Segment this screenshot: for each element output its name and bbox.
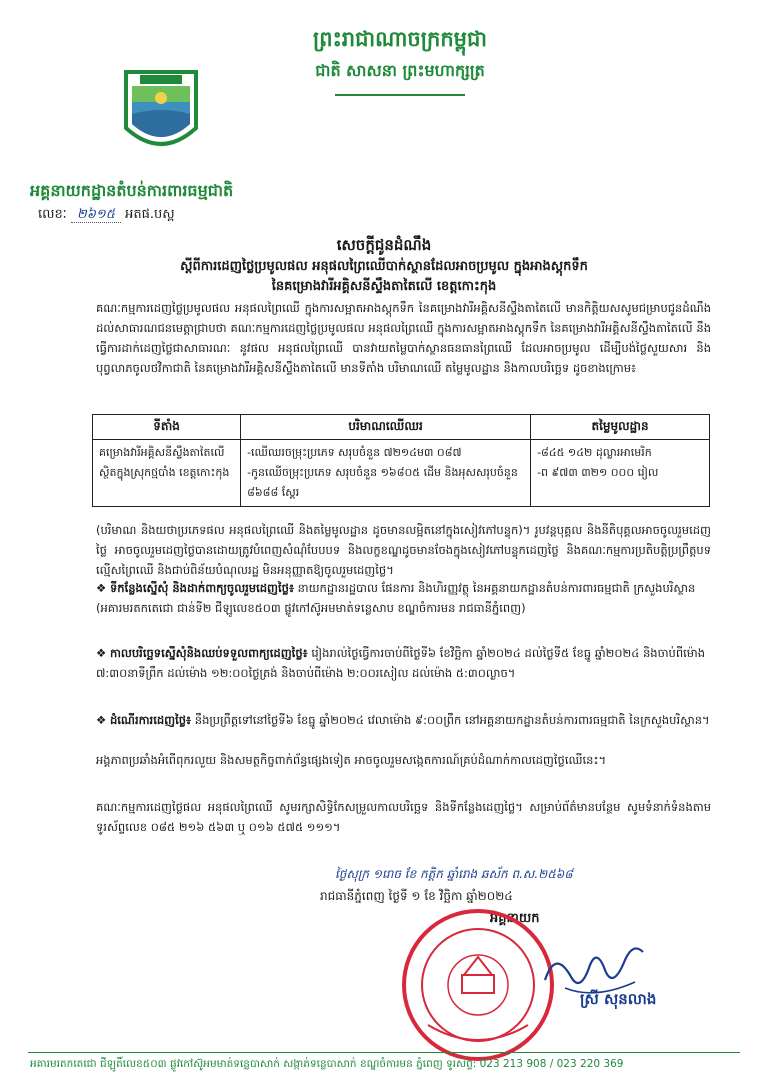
lunar-date: ថ្ងៃសុក្រ ១រោច ខែ កត្តិក ឆ្នាំរោង ឆស័ក ព.ស.២៥៦៨ — [335, 867, 573, 881]
bullet-auction-process — [96, 710, 716, 730]
table-cell-location: គម្រោងវារីអគ្គិសនីស្ទឹងតាតៃលើ ស្ថិតក្នុងស្រុកថ្មបាំង ខេត្តកោះកុង — [93, 440, 241, 507]
bullet-label: ដំណើរការដេញថ្លៃ៖ — [109, 713, 192, 727]
bullet-text: រៀងរាល់ថ្ងៃធ្វើការចាប់ពីថ្ងៃទី៦ ខែវិច្ឆិកា ឆ្នាំ២០២៤ ដល់ថ្ងៃទី៥ ខែធ្នូ ឆ្នាំ២០២៤ និងចាប់ពីម៉ោង ៧:៣០នាទីព្រឹក ដល់ម៉ោង ១២:០០ថ្ងៃត្រង់ និងចាប់ពីម៉ោង ២:០០រសៀល ដល់ម៉ោង ៥:៣០ល្ងាច។ — [96, 646, 706, 680]
signatory-title: អគ្គនាយក — [490, 911, 540, 926]
ministry-logo-icon — [122, 68, 200, 160]
bullet-label: កាលបរិច្ឆេទស្នើសុំនិងឈប់ទទួលពាក្យដេញថ្លៃ៖ — [109, 646, 308, 660]
closing-paragraph-anticorruption: អង្គភាពប្រឆាំងអំពើពុករលួយ និងសមត្ថកិច្ចពាក់ព័ន្ធផ្សេងទៀត អាចចូលរួមសង្កេតការណ៍គ្រប់ដំណាក់កាលដេញថ្លៃឈើនេះ។ — [96, 753, 607, 767]
table-cell-volume — [241, 440, 531, 507]
bullet-submission-place — [96, 578, 716, 618]
notice-subject-line-1: ស្តីពីការដេញថ្លៃប្រមូលផល អនុផលព្រៃឈើបាក់ស្ថានដែលអាចប្រមូល ក្នុងអាងស្តុកទឹក — [180, 259, 588, 274]
solar-date: រាជធានីភ្នំពេញ ថ្ងៃទី ១ ខែ វិច្ឆិកា ឆ្នាំ២០២៤ — [320, 889, 513, 903]
reference-number — [38, 206, 175, 225]
table-header-volume: បរិមាណឈើឈរ — [241, 415, 531, 440]
diamond-bullet-icon: ❖ — [96, 713, 110, 727]
table-header-location: ទីតាំង — [93, 415, 241, 440]
reference-suffix: អតផ.បស្ព — [125, 207, 175, 222]
diamond-bullet-icon: ❖ — [96, 646, 110, 660]
official-seal-icon — [398, 905, 558, 1065]
table-row — [93, 440, 710, 507]
kingdom-heading: ព្រះរាជាណាចក្រកម្ពុជា — [312, 27, 487, 51]
price-line-usd: -៨៤៥ ១៤២ ដុល្លារអាមេរិក — [537, 446, 652, 459]
table-cell-price — [531, 440, 710, 507]
bullet-text: នាយកដ្ឋានរដ្ឋបាល ផែនការ និងហិរញ្ញវត្ថុ នៃអគ្គនាយកដ្ឋានតំបន់ការពារធម្មជាតិ ក្រសួងបរិស្ថាន (អគារមរតកតេជោ ជាន់ទី២ ជីឡូលេខ៥០៣ ផ្លូវកៅស៊ូអមមាត់ទន្លេសាប ខណ្ឌចំការមន រាជធានីភ្នំពេញ) — [96, 581, 696, 615]
national-motto: ជាតិ សាសនា ព្រះមហាក្សត្រ — [315, 61, 485, 80]
footer-address: អគារមរតកតេជោ ជីឡូតិ៍លេខ៥០៣ ផ្លូវកៅស៊ូអមមាត់ទន្លេបាសាក់ សង្កាត់ទន្លេបាសាក់ ខណ្ឌចំការមន ភ្នំពេញ ទូរស័ព្ទ: 023 213 908 / 023 220 369 — [30, 1058, 624, 1070]
closing-paragraph-contact: គណៈកម្មការដេញថ្លៃផល អនុផលព្រៃឈើ សូមរក្សាសិទ្ធិកែសម្រួលកាលបរិច្ឆេទ និងទីកន្លែងដេញថ្លៃ។ សម្រាប់ព័ត៌មានបន្ថែម សូមទំនាក់ទំនងតាមទូរស័ព្ទលេខ ០៨៥ ២១៦ ៥៦៣ ឬ ០១៦ ៥៧៥ ១១១។ — [96, 800, 711, 834]
note-paragraph: (បរិមាណ និងយថាប្រភេទផល អនុផលព្រៃឈើ និងតម្លៃមូលដ្ឋាន ដូចមានលម្អិតនៅក្នុងសៀវភៅបន្ទុក)។ រូបវន្តបុគ្គល និងនីតិបុគ្គលអាចចូលរួមដេញថ្លៃ អាចចូលរួមដេញថ្លៃបានដោយត្រូវបំពេញសំណុំបែបបទ និងលក្ខខណ្ឌដូចមានចែងក្នុងសៀវភៅបន្ទុកដេញថ្លៃ និងគណៈកម្មការប្រតិបត្តិប្រព្រឹត្តបទល្មើសព្រៃឈើ និងជាប់ពិន័យបំណុលរដ្ឋ មិនអនុញ្ញាតឱ្យចូលរួមដេញថ្លៃ។ — [96, 523, 711, 577]
intro-paragraph: គណៈកម្មការដេញថ្លៃប្រមូលផល អនុផលព្រៃឈើ ក្នុងការសម្អាតអាងស្តុកទឹក នៃគម្រោងវារីអគ្គិសនីស្ទឹងតាតៃលើ មានកិត្តិយសសូមជម្រាបជូនដំណឹងដល់សាធារណជនមេត្តាជ្រាបថា គណៈកម្មការដេញថ្លៃប្រមូលផល អនុផលព្រៃឈើ ក្នុងការសម្អាតអាងស្តុកទឹក នៃគម្រោងវារីអគ្គិសនីស្ទឹងតាតៃលើ នឹងធ្វើការដាក់ដេញថ្លៃជាសាធារណៈ នូវផល អនុផលព្រៃឈើ បានវាយតម្លៃបាក់ស្ថានធនធានព្រៃឈើ ដែលអាចប្រមូល ដើម្បីបង់ថ្លៃសួយសារ និងបុព្វលាភចូលថវិកាជាតិ នៃគម្រោងវារីអគ្គិសនីស្ទឹងតាតៃលើ មានទីតាំង បរិមាណឈើ តម្លៃមូលដ្ឋាន និងកាលបរិច្ឆេទ ដូចខាងក្រោម៖ — [96, 301, 711, 375]
bullet-text: នឹងប្រព្រឹត្តទៅនៅថ្ងៃទី៦ ខែធ្នូ ឆ្នាំ២០២៤ វេលាម៉ោង ៩:០០ព្រឹក នៅអគ្គនាយកដ្ឋានតំបន់ការពារធម្មជាតិ នៃក្រសួងបរិស្ថាន។ — [191, 713, 710, 727]
bullet-label: ទីកន្លែងស្នើសុំ និងដាក់ពាក្យចូលរួមដេញថ្លៃ៖ — [109, 581, 294, 595]
bullet-submission-period — [96, 643, 716, 683]
agency-name: អគ្គនាយកដ្ឋានតំបន់ការពារធម្មជាតិ — [30, 181, 234, 200]
price-line-riel: -ព ៩៧៣ ៣២១ ០០០ រៀល — [537, 466, 659, 479]
volume-line-2: -កូនឈើចម្រុះប្រភេទ សរុបចំនួន ១៦៨០៥ ដើម និងអុសសរុបចំនួន ៨៦៨៨ ស្តែរ — [247, 466, 518, 499]
notice-title: សេចក្តីជូនដំណឹង — [336, 236, 432, 254]
volume-line-1: -ឈើឈរចម្រុះប្រភេទ សរុបចំនួន ៧២១៤ម៣ ០៨៧ — [247, 446, 462, 459]
footer-divider — [28, 1052, 740, 1053]
reference-value: ២៦១៥ — [71, 207, 121, 223]
reference-label: លេខៈ — [38, 207, 67, 222]
header-divider — [335, 94, 465, 96]
table-header-row — [93, 415, 710, 440]
notice-subject-line-2: នៃគម្រោងវារីអគ្គិសនីស្ទឹងតាតៃលើ ខេត្តកោះកុង — [271, 279, 497, 294]
signatory-name: ស្រី សុនលាង — [580, 990, 657, 1008]
diamond-bullet-icon: ❖ — [96, 581, 110, 595]
auction-details-table — [92, 414, 710, 507]
table-header-price: តម្លៃមូលដ្ឋាន — [531, 415, 710, 440]
